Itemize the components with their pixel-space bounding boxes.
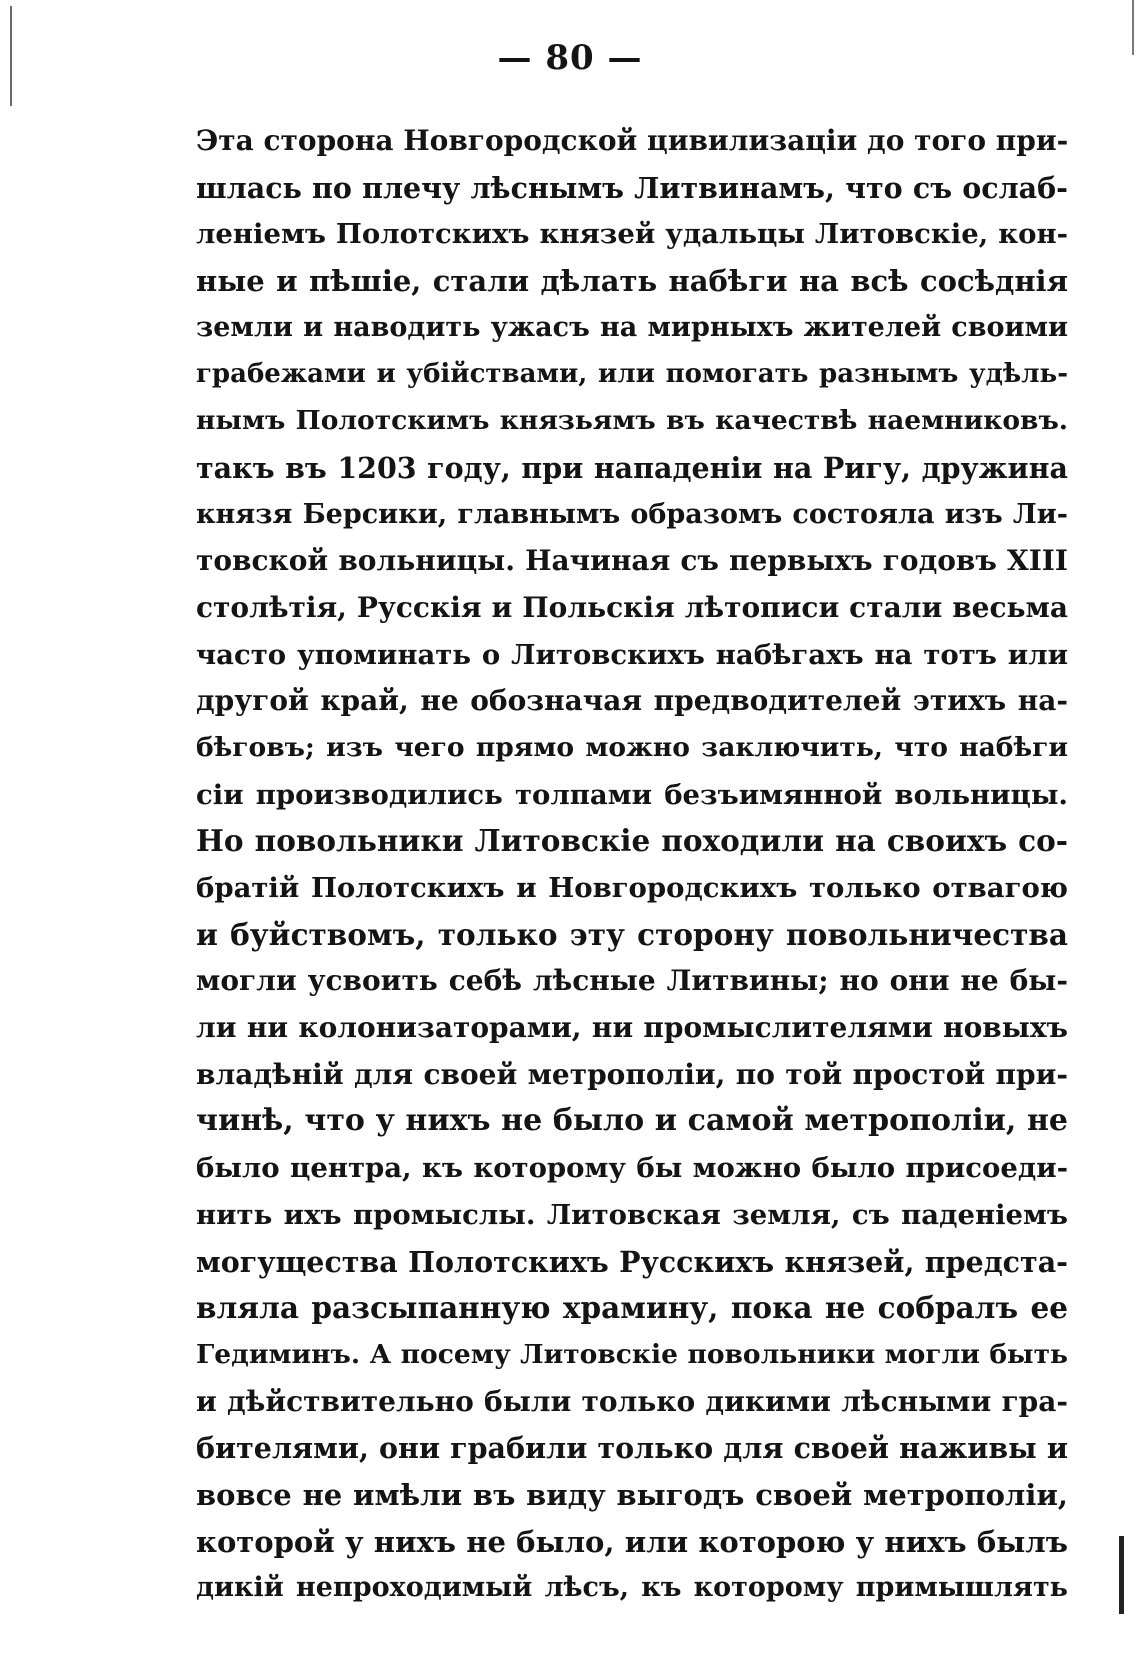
text-line: Гедиминъ. А посему Литовскiе повольники могли быть: [196, 1338, 1068, 1370]
text-line: такъ въ 1203 году, при нападенiи на Ригу, дружина: [196, 450, 1068, 485]
text-line: дикiй непроходимый лѣсъ, къ которому примышлять: [196, 1572, 1068, 1604]
text-line: другой край, не обозначая предводителей этихъ на-: [196, 684, 1068, 718]
text-line: бѣговъ; изъ чего прямо можно заключить, что набѣги: [196, 731, 1068, 763]
page-number: — 80 —: [497, 38, 643, 78]
text-line: князя Берсики, главнымъ образомъ состояла изъ Ли-: [196, 498, 1068, 530]
text-line: и буйствомъ, только эту сторону повольничества: [196, 916, 1068, 952]
text-line: часто упоминать о Литовскихъ набѣгахъ на тотъ или: [196, 638, 1068, 671]
text-line: владѣнiй для своей метрополiи, по той простой при-: [196, 1057, 1068, 1091]
text-line: бителями, они грабили только для своей наживы и: [196, 1431, 1068, 1466]
text-line: которой у нихъ не было, или которою у нихъ былъ: [196, 1524, 1068, 1559]
text-line: ные и пѣшiе, стали дѣлать набѣги на всѣ сосѣднiя: [196, 264, 1068, 299]
text-line: Эта сторона Новгородской цивилизацiи до того при-: [196, 124, 1068, 157]
body-text: [196, 118, 1068, 1612]
text-line: шлась по плечу лѣснымъ Литвинамъ, что съ ослаб-: [196, 170, 1068, 205]
page-edge-mark-bottom: [1119, 1536, 1124, 1614]
text-line: ли ни колонизаторами, ни промыслителями новыхъ: [196, 1011, 1068, 1045]
text-line: сiи производились толпами безъимянной вольницы.: [196, 778, 1068, 811]
text-line: могли усвоить себѣ лѣсные Литвины; но они не бы-: [196, 964, 1068, 998]
text-line: столѣтiя, Русскiя и Польскiя лѣтописи стали весьма: [196, 590, 1068, 624]
text-line: и дѣйствительно были только дикими лѣсными гра-: [196, 1384, 1068, 1418]
text-line: братiй Полотскихъ и Новгородскихъ только отвагою: [196, 872, 1068, 904]
text-line: грабежами и убiйствами, или помогать разнымъ удѣль-: [196, 359, 1068, 390]
text-line: было центра, къ которому бы можно было присоеди-: [196, 1152, 1068, 1185]
text-line: Но повольники Литовскiе походили на своихъ со-: [196, 823, 1068, 859]
text-line: земли и наводить ужасъ на мирныхъ жителей своими: [196, 311, 1068, 343]
text-line: могущества Полотскихъ Русскихъ князей, предста-: [196, 1244, 1068, 1279]
text-line: вовсе не имѣли въ виду выгодъ своей метрополiи,: [196, 1477, 1068, 1512]
text-line: ленiемъ Полотскихъ князей удальцы Литовскiе, кон-: [196, 218, 1068, 251]
text-line: нымъ Полотскимъ князьямъ въ качествѣ наемниковъ.: [196, 405, 1068, 437]
text-line: товской вольницы. Начиная съ первыхъ годовъ XIII: [196, 544, 1068, 578]
text-line: чинѣ, что у нихъ не было и самой метрополiи, не: [196, 1103, 1068, 1139]
text-line: нить ихъ промыслы. Литовская земля, съ паденiемъ: [196, 1198, 1068, 1231]
text-line: вляла разсыпанную храмину, пока не собралъ ее: [196, 1290, 1068, 1326]
